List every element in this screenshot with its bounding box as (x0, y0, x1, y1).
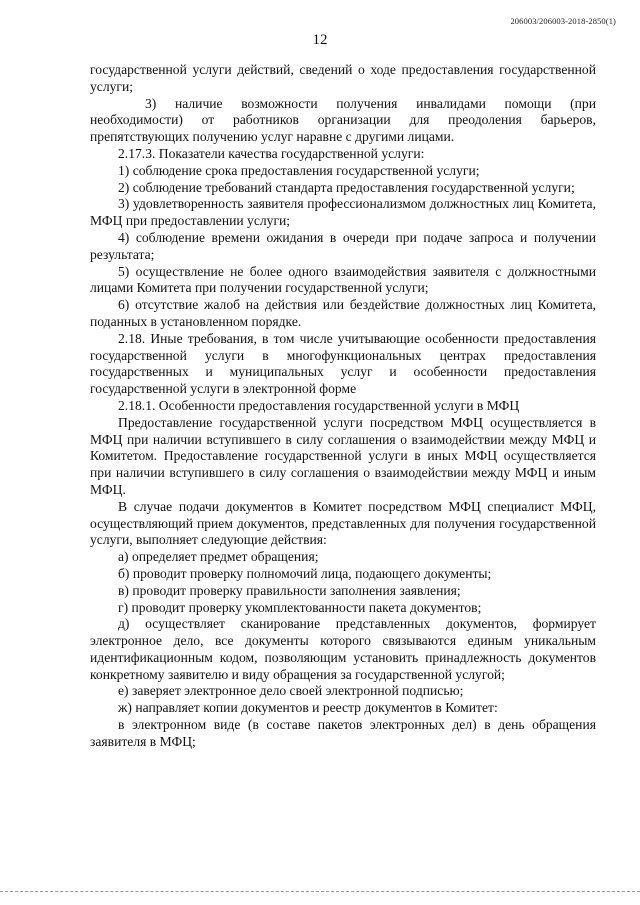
list-item: д) осуществляет сканирование представленных документов, формирует электронное дело, все документы которого связываются единым уникальным идентификационным кодом, позволяющим установить принадлежность документов конкретному заявителю и виду обращения за государственной услугой; (90, 616, 596, 682)
list-item: 1) соблюдение срока предоставления государственной услуги; (118, 162, 480, 178)
paragraph: государственной услуги действий, сведений о ходе предоставления государственной услуги; (90, 62, 596, 94)
section-heading: 2.18.1. Особенности предоставления государственной услуги в МФЦ (118, 397, 520, 413)
list-item: а) определяет предмет обращения; (118, 549, 319, 565)
paragraph: в электронном виде (в составе пакетов электронных дел) в день обращения заявителя в МФЦ; (90, 717, 596, 749)
paragraph: 3) наличие возможности получения инвалидами помощи (при необходимости) от работников организации для преодоления барьеров, препятствующих получению услуг наравне с другими лицами. (90, 95, 596, 145)
page-number: 12 (312, 32, 328, 48)
list-item: 5) осуществление не более одного взаимодействия заявителя с должностными лицами Комитета при получении государственной услуги; (90, 263, 596, 296)
list-item: 2) соблюдение требований стандарта предоставления государственной услуги; (118, 179, 575, 195)
list-item: 6) отсутствие жалоб на действия или бездействие должностных лиц Комитета, поданных в установленном порядке. (90, 297, 596, 329)
list-item: 3) удовлетворенность заявителя профессионализмом должностных лиц Комитета, МФЦ при предоставлении услуги; (90, 196, 596, 229)
section-heading: 2.17.3. Показатели качества государственной услуги: (118, 145, 425, 161)
document-id: 206003/206003-2018-2850(1) (510, 16, 616, 26)
scan-edge-line (0, 891, 640, 892)
paragraph: В случае подачи документов в Комитет посредством МФЦ специалист МФЦ, осуществляющий прием документов, представленных для получения государственной услуги, выполняет следующие действия: (90, 498, 596, 548)
section-heading: 2.18. Иные требования, в том числе учитывающие особенности предоставления государственной услуги в многофункциональных центрах предоставления государственных и муниципальных услуг и особенности предоставления государственной услуги в электронной форме (90, 330, 596, 397)
list-item: в) проводит проверку правильности заполнения заявления; (118, 582, 461, 598)
list-item: 4) соблюдение времени ожидания в очереди при подаче запроса и получении результата; (90, 229, 596, 262)
body-text (90, 62, 596, 751)
list-item: г) проводит проверку укомплектованности пакета документов; (118, 599, 482, 615)
list-item: ж) направляет копии документов и реестр документов в Комитет: (118, 700, 498, 716)
paragraph: Предоставление государственной услуги посредством МФЦ осуществляется в МФЦ при наличии вступившего в силу соглашения о взаимодействии между МФЦ и Комитетом. Предоставление государственной услуги в иных МФЦ осуществляется при наличии вступившего в силу соглашения о взаимодействии между МФЦ и иным МФЦ. (90, 414, 596, 497)
list-item: е) заверяет электронное дело своей электронной подписью; (118, 683, 464, 699)
list-item: б) проводит проверку полномочий лица, подающего документы; (118, 565, 492, 581)
